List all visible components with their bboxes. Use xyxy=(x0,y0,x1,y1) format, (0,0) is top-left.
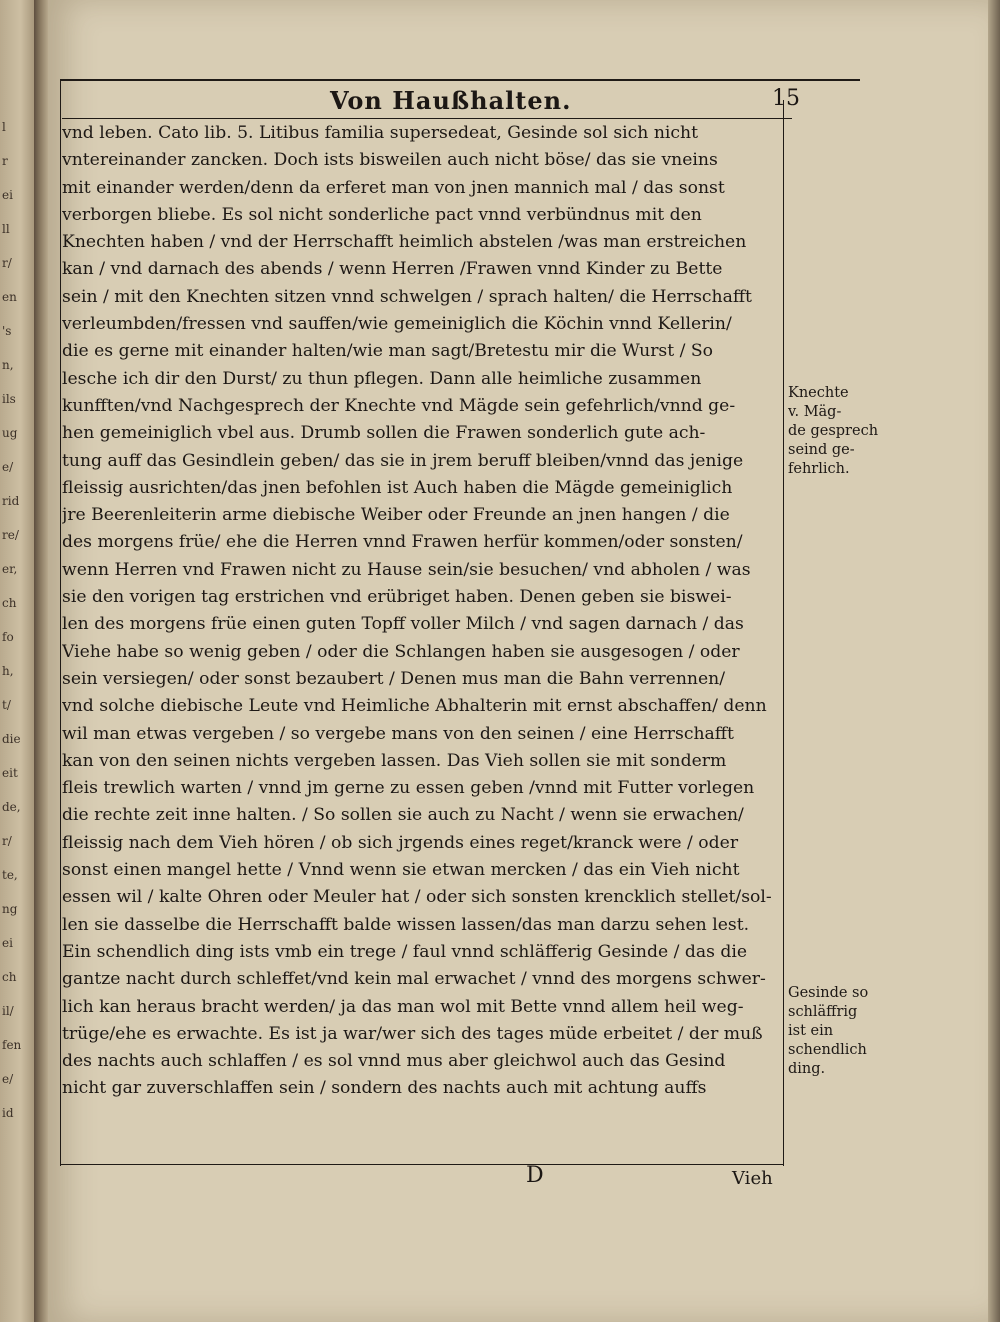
marginal-line: seind ge- xyxy=(788,442,855,458)
text-line: hen gemeiniglich vbel aus. Drumb sollen die Frawen sonderlich gute ach- xyxy=(62,423,706,444)
facing-page-fragment: l xyxy=(2,120,6,134)
facing-page-fragment: te, xyxy=(2,868,18,882)
marginal-line: ding. xyxy=(788,1061,826,1077)
left-frame-rule xyxy=(60,80,61,1166)
text-line: vntereinander zancken. Doch ists bisweilen auch nicht böse/ das sie vneins xyxy=(62,150,718,171)
text-line: trüge/ehe es erwachte. Es ist ja war/wer sich des tages müde erbeitet / der muß xyxy=(62,1023,763,1044)
text-line: fleissig nach dem Vieh hören / ob sich jrgends eines reget/kranck were / oder xyxy=(62,832,739,853)
text-line: wenn Herren vnd Frawen nicht zu Hause sein/sie besuchen/ vnd abholen / was xyxy=(62,559,751,580)
facing-page-fragment: il/ xyxy=(2,1004,14,1018)
marginal-note-2 xyxy=(788,984,888,1079)
facing-page-fragment: h, xyxy=(2,664,14,678)
text-line: tung auff das Gesindlein geben/ das sie in jrem beruff bleiben/vnnd das jenige xyxy=(62,450,744,471)
text-line: Viehe habe so wenig geben / oder die Schlangen haben sie ausgesogen / oder xyxy=(62,641,740,662)
text-line: des morgens früe/ ehe die Herren vnnd Frawen herfür kommen/oder sonsten/ xyxy=(62,532,743,553)
marginal-line: Gesinde so xyxy=(788,985,869,1001)
facing-page-fragment: ch xyxy=(2,970,17,984)
text-line: sein / mit den Knechten sitzen vnnd schwelgen / sprach halten/ die Herrschafft xyxy=(62,286,752,307)
text-line: vnd solche diebische Leute vnd Heimliche Abhalterin mit ernst abschaffen/ denn xyxy=(62,696,767,717)
body-text xyxy=(62,120,780,1103)
text-line: die rechte zeit inne halten. / So sollen sie auch zu Nacht / wenn sie erwachen/ xyxy=(62,805,744,826)
marginal-line: schendlich xyxy=(788,1042,867,1058)
text-line: gantze nacht durch schleffet/vnd kein mal erwachet / vnnd des morgens schwer- xyxy=(62,969,766,990)
header-underline xyxy=(62,118,792,119)
facing-page-fragment: r xyxy=(2,154,8,168)
facing-page-fragment: 's xyxy=(2,324,12,338)
text-line: wil man etwas vergeben / so vergebe mans von den seinen / eine Herrschafft xyxy=(62,723,734,744)
marginal-line: ist ein xyxy=(788,1023,834,1039)
facing-page-fragment: die xyxy=(2,732,21,746)
marginal-note-1 xyxy=(788,384,888,479)
facing-page-fragment: fen xyxy=(2,1038,22,1052)
facing-page-fragment: ei xyxy=(2,936,13,950)
text-line: len sie dasselbe die Herrschafft balde wissen lassen/das man darzu sehen lest. xyxy=(62,914,750,935)
text-line: sein versiegen/ oder sonst bezaubert / Denen mus man die Bahn verrennen/ xyxy=(62,668,726,689)
text-line: des nachts auch schlaffen / es sol vnnd mus aber gleichwol auch das Gesind xyxy=(62,1051,726,1072)
facing-page-fragment: fo xyxy=(2,630,14,644)
facing-page-fragment: ils xyxy=(2,392,16,406)
facing-page-fragment: ug xyxy=(2,426,18,440)
facing-page-fragment: r/ xyxy=(2,834,12,848)
text-line: fleissig ausrichten/das jnen befohlen ist Auch haben die Mägde gemeiniglich xyxy=(62,477,733,498)
marginal-line: fehrlich. xyxy=(788,461,850,477)
facing-page-fragment: ei xyxy=(2,188,13,202)
text-line: verborgen bliebe. Es sol nicht sonderliche pact vnnd verbündnus mit den xyxy=(62,204,702,225)
facing-page-edge xyxy=(0,0,34,1322)
facing-page-fragment: id xyxy=(2,1106,14,1120)
facing-page-fragment: e/ xyxy=(2,1072,14,1086)
facing-page-fragment: ng xyxy=(2,902,18,916)
text-line: kan von den seinen nichts vergeben lassen. Das Vieh sollen sie mit sonderm xyxy=(62,750,727,771)
text-line: lich kan heraus bracht werden/ ja das man wol mit Bette vnnd allem heil weg- xyxy=(62,996,744,1017)
catchword: Vieh xyxy=(732,1168,773,1189)
text-line: Ein schendlich ding ists vmb ein trege / faul vnnd schläfferig Gesinde / das die xyxy=(62,941,748,962)
facing-page-fragment: ll xyxy=(2,222,10,236)
text-line: jre Beerenleiterin arme diebische Weiber oder Freunde an jnen hangen / die xyxy=(62,505,730,526)
text-line: vnd leben. Cato lib. 5. Litibus familia supersedeat, Gesinde sol sich nicht xyxy=(62,123,698,143)
text-line: die es gerne mit einander halten/wie man sagt/Bretestu mir die Wurst / So xyxy=(62,341,713,362)
text-line: kan / vnd darnach des abends / wenn Herren /Frawen vnnd Kinder zu Bette xyxy=(62,259,723,280)
text-line: sonst einen mangel hette / Vnnd wenn sie etwan mercken / das ein Vieh nicht xyxy=(62,860,740,881)
facing-page-fragment: er, xyxy=(2,562,18,576)
text-line: sie den vorigen tag erstrichen vnd erübriget haben. Denen geben sie biswei- xyxy=(62,587,732,608)
top-rule xyxy=(60,79,860,81)
text-line: verleumbden/fressen vnd sauffen/wie gemeiniglich die Köchin vnnd Kellerin/ xyxy=(62,314,732,335)
marginal-line: schläffrig xyxy=(788,1004,858,1020)
text-line: nicht gar zuverschlaffen sein / sondern des nachts auch mit achtung auffs xyxy=(62,1078,707,1099)
running-head: Von Haußhalten. xyxy=(330,86,572,115)
facing-page-fragment: en xyxy=(2,290,17,304)
marginal-line: de gesprech xyxy=(788,423,879,439)
facing-page-fragment: n, xyxy=(2,358,14,372)
page-edge-right xyxy=(988,0,1000,1322)
facing-page-fragment: de, xyxy=(2,800,21,814)
page-number: 15 xyxy=(772,86,800,111)
text-line: kunfften/vnd Nachgesprech der Knechte vnd Mägde sein gefehrlich/vnnd ge- xyxy=(62,395,736,416)
text-line: len des morgens früe einen guten Topff voller Milch / vnd sagen darnach / das xyxy=(62,614,744,635)
text-line: mit einander werden/denn da erferet man von jnen mannich mal / das sonst xyxy=(62,177,725,198)
facing-page-fragment: eit xyxy=(2,766,18,780)
text-line: Knechten haben / vnd der Herrschafft heimlich abstelen /was man erstreichen xyxy=(62,232,747,253)
facing-page-fragment: ch xyxy=(2,596,17,610)
facing-page-fragment: re/ xyxy=(2,528,19,542)
text-line: essen wil / kalte Ohren oder Meuler hat / oder sich sonsten krencklich stellet/sol- xyxy=(62,887,772,908)
text-line: fleis trewlich warten / vnnd jm gerne zu essen geben /vnnd mit Futter vorlegen xyxy=(62,778,755,799)
facing-page-fragment: r/ xyxy=(2,256,12,270)
book-gutter xyxy=(34,0,48,1322)
facing-page-fragment: e/ xyxy=(2,460,14,474)
marginal-line: v. Mäg- xyxy=(788,404,842,420)
facing-page-fragment: rid xyxy=(2,494,20,508)
bottom-rule xyxy=(60,1164,784,1165)
right-frame-rule xyxy=(783,100,784,1166)
signature-mark: D xyxy=(526,1163,544,1188)
facing-page-fragment: t/ xyxy=(2,698,11,712)
text-line: lesche ich dir den Durst/ zu thun pflegen. Dann alle heimliche zusammen xyxy=(62,368,702,389)
marginal-line: Knechte xyxy=(788,385,849,401)
